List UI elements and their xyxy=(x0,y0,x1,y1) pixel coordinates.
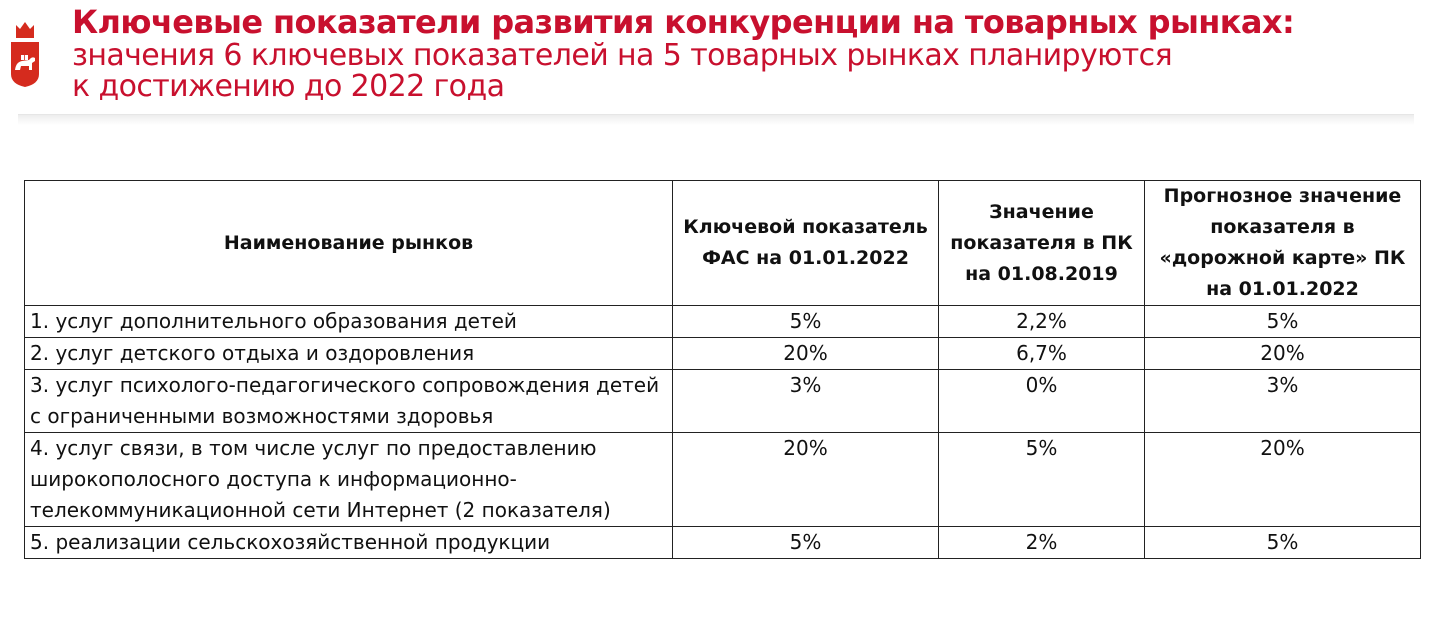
table-row xyxy=(25,433,1421,527)
fas-value: 3% xyxy=(673,370,939,433)
market-name: 2. услуг детского отдыха и оздоровления xyxy=(25,338,673,370)
header-market-name: Наименование рынков xyxy=(25,181,673,306)
perm-krai-coat-of-arms-icon xyxy=(10,18,40,88)
title-sub-line-2: к достижению до 2022 года xyxy=(72,69,505,104)
table-row xyxy=(25,527,1421,559)
fas-value: 5% xyxy=(673,527,939,559)
pk-value: 0% xyxy=(939,370,1145,433)
table-row xyxy=(25,370,1421,433)
slide-title xyxy=(72,4,1432,102)
roadmap-value: 3% xyxy=(1145,370,1421,433)
roadmap-value: 5% xyxy=(1145,527,1421,559)
title-main: Ключевые показатели развития конкуренции на товарных рынках: xyxy=(72,3,1295,41)
pk-value: 5% xyxy=(939,433,1145,527)
title-sub-line-1: значения 6 ключевых показателей на 5 товарных рынках планируются xyxy=(72,38,1173,73)
market-name: 4. услуг связи, в том числе услуг по предоставлению широкополосного доступа к информационно-телекоммуникационной сети Интернет (2 показателя) xyxy=(25,433,673,527)
header-divider xyxy=(18,114,1414,125)
market-name: 5. реализации сельскохозяйственной продукции xyxy=(25,527,673,559)
market-name: 1. услуг дополнительного образования детей xyxy=(25,306,673,338)
header-fas-indicator: Ключевой показатель ФАС на 01.01.2022 xyxy=(673,181,939,306)
markets-table xyxy=(24,180,1421,559)
table-row xyxy=(25,306,1421,338)
pk-value: 2% xyxy=(939,527,1145,559)
table-row xyxy=(25,338,1421,370)
roadmap-value: 20% xyxy=(1145,433,1421,527)
fas-value: 20% xyxy=(673,338,939,370)
roadmap-value: 20% xyxy=(1145,338,1421,370)
fas-value: 20% xyxy=(673,433,939,527)
pk-value: 2,2% xyxy=(939,306,1145,338)
header-pk-value: Значение показателя в ПК на 01.08.2019 xyxy=(939,181,1145,306)
market-name: 3. услуг психолого-педагогического сопровождения детей с ограниченными возможностями здоровья xyxy=(25,370,673,433)
fas-value: 5% xyxy=(673,306,939,338)
roadmap-value: 5% xyxy=(1145,306,1421,338)
pk-value: 6,7% xyxy=(939,338,1145,370)
table-header-row xyxy=(25,181,1421,306)
header-roadmap-forecast: Прогнозное значение показателя в «дорожной карте» ПК на 01.01.2022 xyxy=(1145,181,1421,306)
